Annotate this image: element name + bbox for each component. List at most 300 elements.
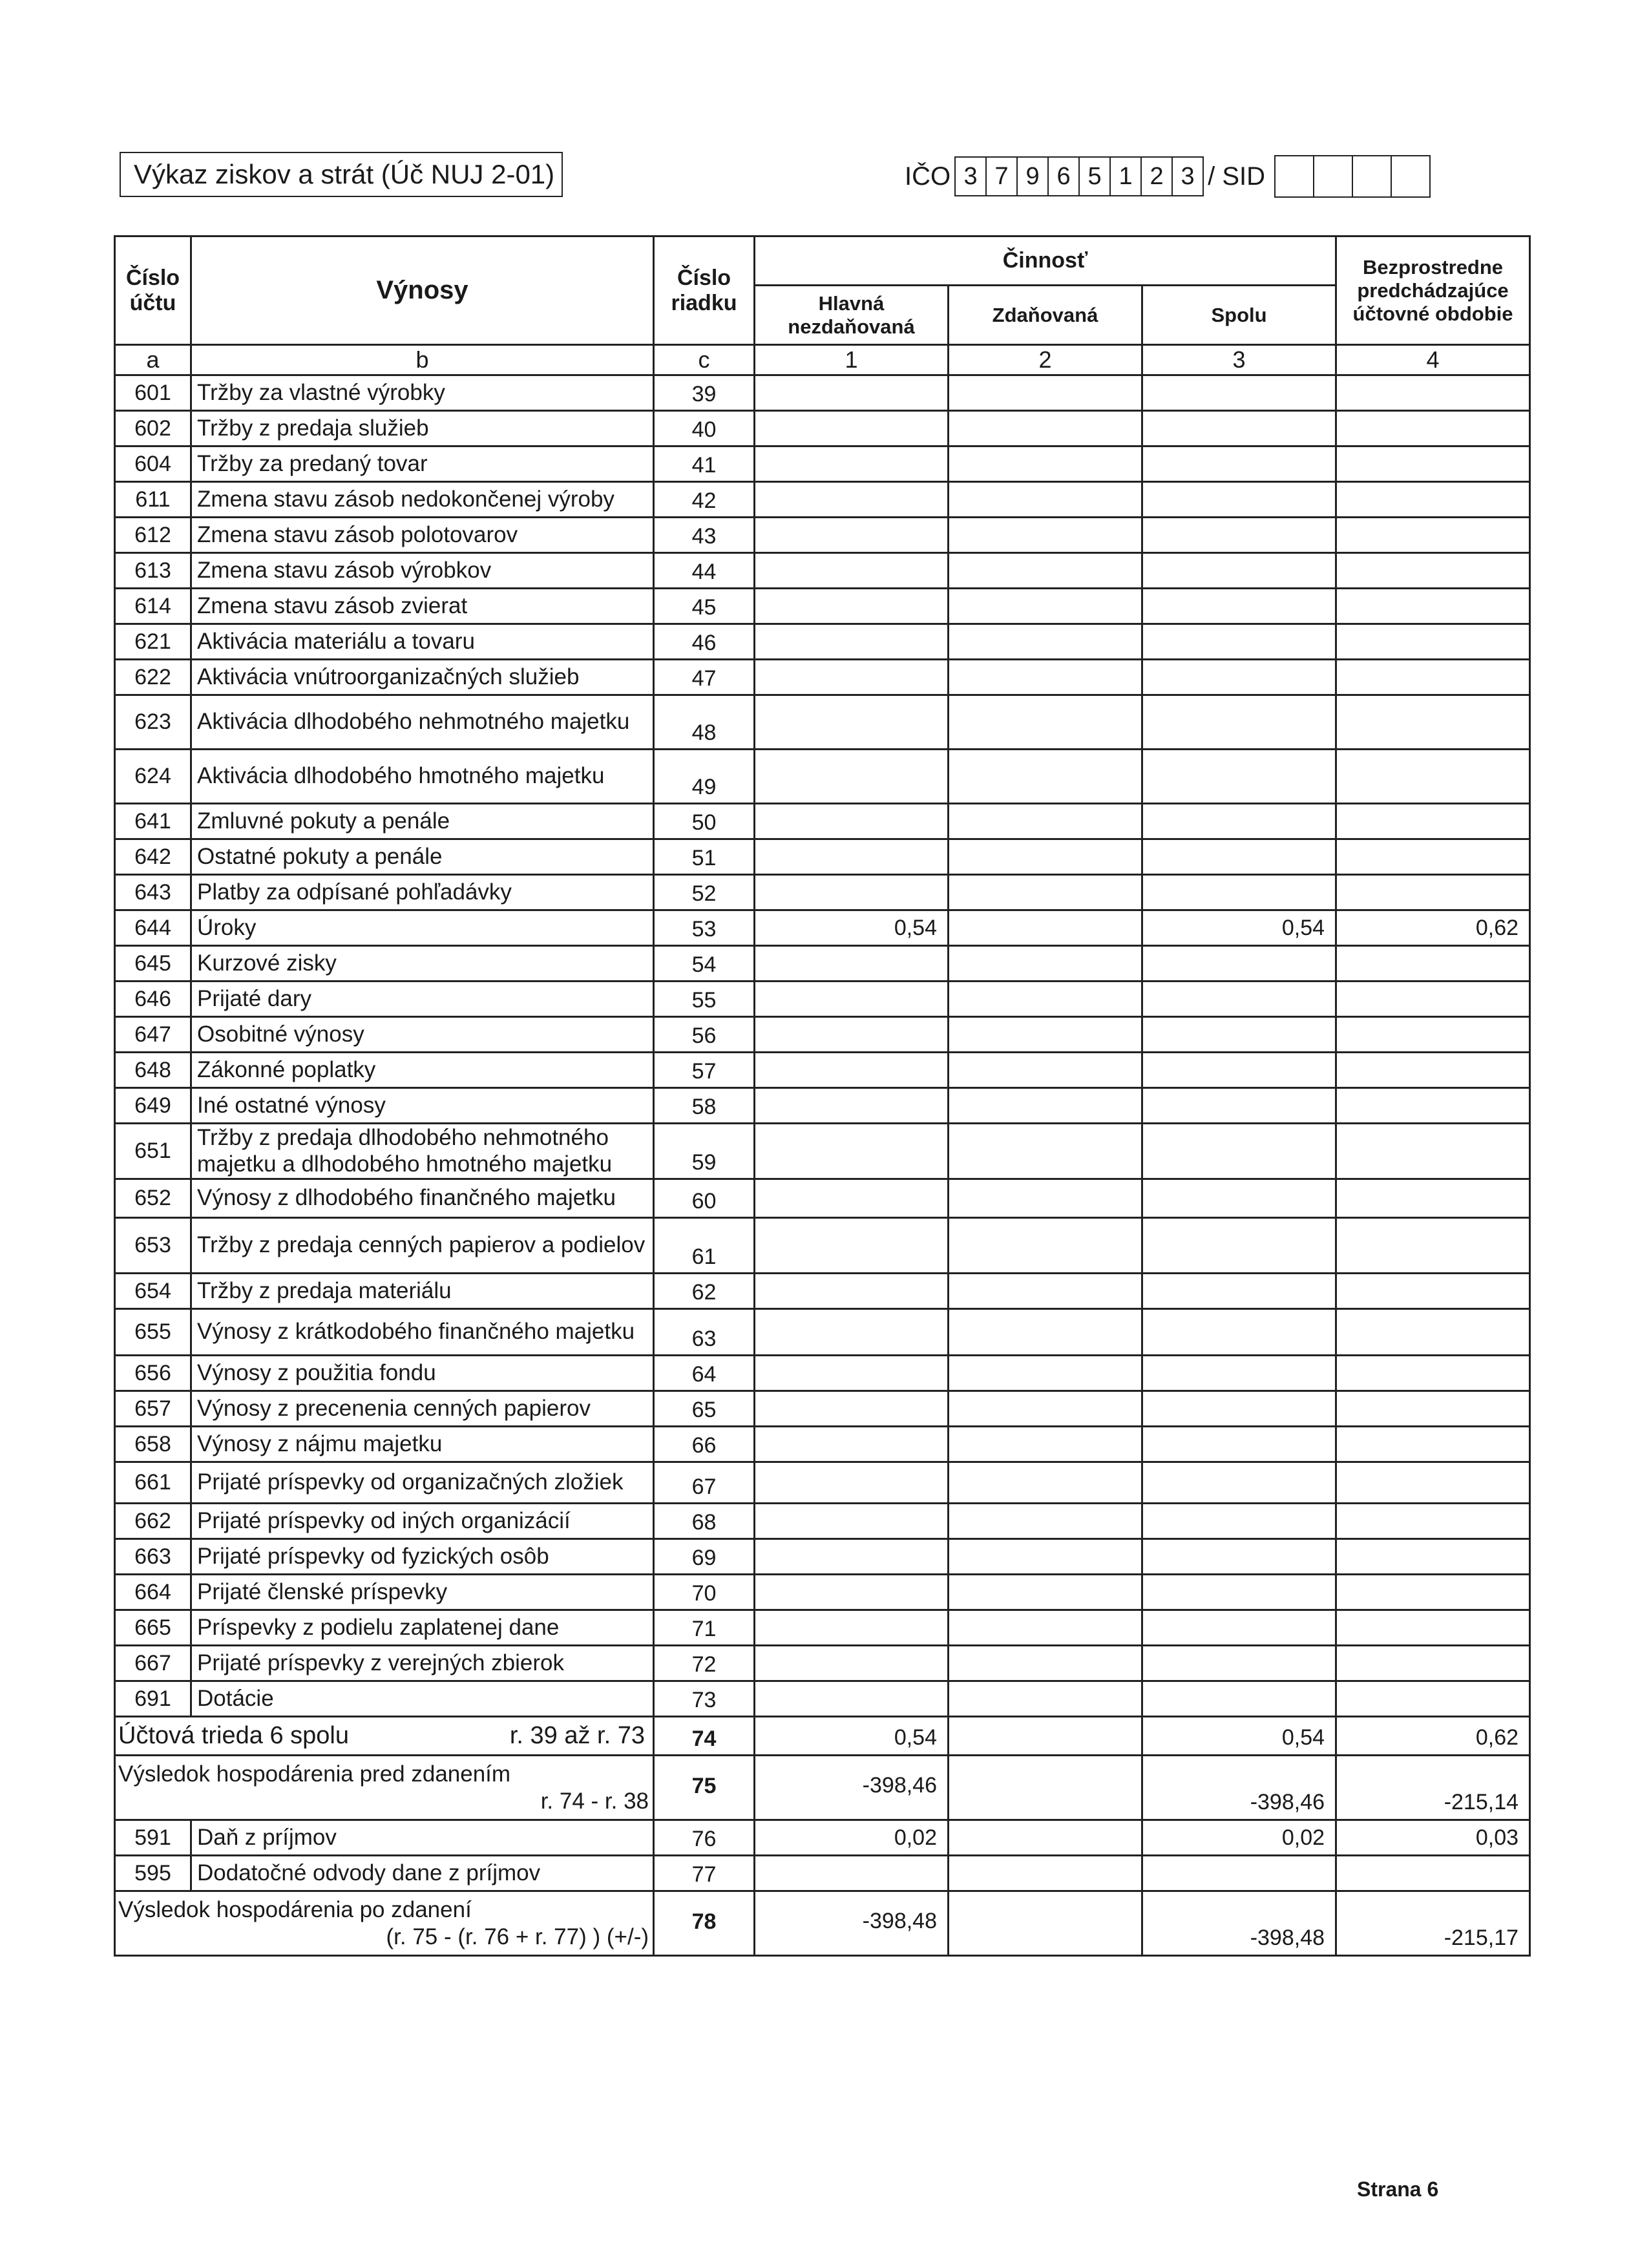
ico-digit-box: 6: [1047, 156, 1080, 196]
row-number: 42: [654, 482, 755, 518]
revenue-description: Zmena stavu zásob polotovarov: [191, 518, 654, 553]
value-total: 0,54: [1142, 1717, 1336, 1756]
value-previous-period: [1336, 518, 1530, 553]
row-number: 40: [654, 411, 755, 446]
value-taxed: [949, 1646, 1142, 1681]
value-previous-period: [1336, 1856, 1530, 1891]
value-total: [1142, 1391, 1336, 1427]
row-number: 70: [654, 1575, 755, 1610]
value-previous-period: [1336, 482, 1530, 518]
table-row: [115, 982, 1530, 1017]
revenue-description: Výnosy z precenenia cenných papierov: [191, 1391, 654, 1427]
column-label: 3: [1142, 345, 1336, 375]
table-row: [115, 518, 1530, 553]
column-label: 4: [1336, 345, 1530, 375]
column-label: c: [654, 345, 755, 375]
value-previous-period: [1336, 624, 1530, 660]
value-total: 0,02: [1142, 1820, 1336, 1856]
row-number: 65: [654, 1391, 755, 1427]
value-previous-period: [1336, 660, 1530, 695]
row-number: 75: [654, 1756, 755, 1820]
value-previous-period: [1336, 1017, 1530, 1053]
col-account-header: Číslo účtu: [115, 236, 191, 345]
aftertax-label: Výsledok hospodárenia po zdanení: [118, 1896, 472, 1922]
value-previous-period: [1336, 446, 1530, 482]
value-previous-period: [1336, 1356, 1530, 1391]
value-total: [1142, 1309, 1336, 1356]
row-number: 55: [654, 982, 755, 1017]
value-main-untaxed: -398,46: [755, 1756, 949, 1820]
value-taxed: [949, 750, 1142, 804]
row-number: 56: [654, 1017, 755, 1053]
revenue-description: Úroky: [191, 910, 654, 946]
pretax-result-row: [115, 1756, 1530, 1820]
value-taxed: [949, 375, 1142, 411]
account-number: 656: [115, 1356, 191, 1391]
account-number: 664: [115, 1575, 191, 1610]
table-row: [115, 411, 1530, 446]
col-activity-header: Činnosť: [755, 236, 1336, 286]
row-number: 48: [654, 695, 755, 750]
row-number: 67: [654, 1462, 755, 1504]
account-number: 655: [115, 1309, 191, 1356]
value-total: [1142, 1681, 1336, 1717]
revenue-table: [114, 235, 1531, 1957]
value-main-untaxed: [755, 1427, 949, 1462]
value-taxed: [949, 1356, 1142, 1391]
row-number: 41: [654, 446, 755, 482]
row-number: 63: [654, 1309, 755, 1356]
value-main-untaxed: [755, 1218, 949, 1274]
value-main-untaxed: [755, 1646, 949, 1681]
value-total: [1142, 1053, 1336, 1088]
value-taxed: [949, 482, 1142, 518]
value-previous-period: [1336, 375, 1530, 411]
value-total: [1142, 1462, 1336, 1504]
pretax-formula: r. 74 - r. 38: [540, 1788, 649, 1814]
account-number: 665: [115, 1610, 191, 1646]
revenue-rows: [115, 375, 1530, 1717]
row-number: 51: [654, 839, 755, 875]
ico-digit-box: 3: [1171, 156, 1204, 196]
value-main-untaxed: [755, 982, 949, 1017]
value-previous-period: [1336, 1539, 1530, 1575]
value-main-untaxed: [755, 1504, 949, 1539]
row-number: 54: [654, 946, 755, 982]
revenue-description: Prijaté príspevky od fyzických osôb: [191, 1539, 654, 1575]
class6-range: r. 39 až r. 73: [509, 1721, 645, 1749]
table-row: [115, 1124, 1530, 1179]
account-number: 661: [115, 1462, 191, 1504]
value-main-untaxed: [755, 1017, 949, 1053]
table-row: [115, 1820, 1530, 1856]
value-total: [1142, 1356, 1336, 1391]
table-row: [115, 660, 1530, 695]
row-number: 49: [654, 750, 755, 804]
revenue-description: Zákonné poplatky: [191, 1053, 654, 1088]
value-total: [1142, 875, 1336, 910]
value-taxed: [949, 411, 1142, 446]
table-row: [115, 1504, 1530, 1539]
summary-rows: [115, 1717, 1530, 1820]
account-number: 662: [115, 1504, 191, 1539]
value-main-untaxed: [755, 624, 949, 660]
account-number: 623: [115, 695, 191, 750]
row-number: 74: [654, 1717, 755, 1756]
page-number: Strana 6: [1357, 2178, 1439, 2201]
account-number: 663: [115, 1539, 191, 1575]
table-row: [115, 750, 1530, 804]
value-total: 0,54: [1142, 910, 1336, 946]
value-taxed: [949, 1539, 1142, 1575]
ico-digit-box: 9: [1016, 156, 1049, 196]
value-total: [1142, 695, 1336, 750]
form-title: Výkaz ziskov a strát (Úč NUJ 2-01): [120, 152, 563, 197]
row-number: 58: [654, 1088, 755, 1124]
row-number: 46: [654, 624, 755, 660]
value-taxed: [949, 1053, 1142, 1088]
value-main-untaxed: [755, 553, 949, 589]
value-main-untaxed: [755, 1681, 949, 1717]
value-previous-period: [1336, 1462, 1530, 1504]
value-total: [1142, 1274, 1336, 1309]
value-total: -398,48: [1142, 1891, 1336, 1956]
value-main-untaxed: [755, 1356, 949, 1391]
account-number: 642: [115, 839, 191, 875]
value-main-untaxed: -398,48: [755, 1891, 949, 1956]
table-row: [115, 482, 1530, 518]
column-label-row: [115, 345, 1530, 375]
table-row: [115, 1681, 1530, 1717]
value-taxed: [949, 1891, 1142, 1956]
ico-digit-box: 2: [1140, 156, 1173, 196]
value-main-untaxed: [755, 1274, 949, 1309]
value-total: [1142, 839, 1336, 875]
row-number: 73: [654, 1681, 755, 1717]
value-main-untaxed: [755, 1610, 949, 1646]
value-total: [1142, 804, 1336, 839]
revenue-description: Tržby z predaja materiálu: [191, 1274, 654, 1309]
value-total: [1142, 1179, 1336, 1218]
value-total: [1142, 1539, 1336, 1575]
value-total: [1142, 1610, 1336, 1646]
revenue-description: Výnosy z dlhodobého finančného majetku: [191, 1179, 654, 1218]
sid-box: [1352, 155, 1392, 198]
ico-sid-group: [905, 155, 1431, 198]
account-number: 601: [115, 375, 191, 411]
revenue-description: Platby za odpísané pohľadávky: [191, 875, 654, 910]
value-total: [1142, 624, 1336, 660]
value-previous-period: -215,14: [1336, 1756, 1530, 1820]
revenue-description: Dodatočné odvody dane z príjmov: [191, 1856, 654, 1891]
revenue-description: Prijaté členské príspevky: [191, 1575, 654, 1610]
table-row: [115, 946, 1530, 982]
aftertax-formula: (r. 75 - (r. 76 + r. 77) ) (+/-): [386, 1924, 649, 1949]
table-row: [115, 804, 1530, 839]
value-total: [1142, 411, 1336, 446]
value-main-untaxed: [755, 875, 949, 910]
row-number: 64: [654, 1356, 755, 1391]
value-taxed: [949, 1124, 1142, 1179]
value-total: [1142, 982, 1336, 1017]
revenue-description: Tržby z predaja cenných papierov a podielov: [191, 1218, 654, 1274]
table-row: [115, 1017, 1530, 1053]
value-taxed: [949, 1309, 1142, 1356]
row-number: 57: [654, 1053, 755, 1088]
value-total: [1142, 1646, 1336, 1681]
value-total: [1142, 1088, 1336, 1124]
revenue-description: Prijaté príspevky z verejných zbierok: [191, 1646, 654, 1681]
value-main-untaxed: [755, 1309, 949, 1356]
row-number: 61: [654, 1218, 755, 1274]
account-number: 691: [115, 1681, 191, 1717]
sid-label: / SID: [1208, 162, 1266, 191]
value-taxed: [949, 660, 1142, 695]
account-number: 647: [115, 1017, 191, 1053]
value-taxed: [949, 1017, 1142, 1053]
value-previous-period: 0,62: [1336, 910, 1530, 946]
row-number: 66: [654, 1427, 755, 1462]
revenue-description: Ostatné pokuty a penále: [191, 839, 654, 875]
value-taxed: [949, 1756, 1142, 1820]
revenue-description: Výnosy z použitia fondu: [191, 1356, 654, 1391]
account-number: 651: [115, 1124, 191, 1179]
revenue-description: Zmena stavu zásob nedokončenej výroby: [191, 482, 654, 518]
revenue-description: Výnosy z nájmu majetku: [191, 1427, 654, 1462]
value-previous-period: [1336, 875, 1530, 910]
account-number: 621: [115, 624, 191, 660]
value-previous-period: [1336, 695, 1530, 750]
value-main-untaxed: [755, 1539, 949, 1575]
value-previous-period: [1336, 1088, 1530, 1124]
ico-digit-box: 3: [954, 156, 987, 196]
value-main-untaxed: [755, 589, 949, 624]
value-taxed: [949, 1218, 1142, 1274]
value-taxed: [949, 1575, 1142, 1610]
value-main-untaxed: 0,54: [755, 910, 949, 946]
revenue-description: Tržby za vlastné výrobky: [191, 375, 654, 411]
value-taxed: [949, 1427, 1142, 1462]
account-number: 614: [115, 589, 191, 624]
value-previous-period: 0,03: [1336, 1820, 1530, 1856]
account-number: 613: [115, 553, 191, 589]
account-number: 612: [115, 518, 191, 553]
account-number: 648: [115, 1053, 191, 1088]
account-number: 653: [115, 1218, 191, 1274]
value-taxed: [949, 624, 1142, 660]
value-main-untaxed: [755, 1088, 949, 1124]
class6-total-row: [115, 1717, 1530, 1756]
table-row: [115, 1053, 1530, 1088]
value-previous-period: [1336, 1646, 1530, 1681]
col-revenues-header: Výnosy: [191, 236, 654, 345]
table-row: [115, 1088, 1530, 1124]
col-previous-period-header: Bezprostredne predchádzajúce účtovné obdobie: [1336, 236, 1530, 345]
row-number: 39: [654, 375, 755, 411]
account-number: 644: [115, 910, 191, 946]
account-number: 658: [115, 1427, 191, 1462]
value-main-untaxed: [755, 1124, 949, 1179]
value-total: [1142, 1504, 1336, 1539]
aftertax-result-row: [115, 1891, 1530, 1956]
value-taxed: [949, 1610, 1142, 1646]
table-row: [115, 1856, 1530, 1891]
value-previous-period: [1336, 1504, 1530, 1539]
ico-digit-box: 1: [1109, 156, 1142, 196]
revenue-description: Daň z príjmov: [191, 1820, 654, 1856]
table-row: [115, 1179, 1530, 1218]
value-main-untaxed: [755, 482, 949, 518]
table-row: [115, 1391, 1530, 1427]
revenue-description: Kurzové zisky: [191, 946, 654, 982]
value-taxed: [949, 875, 1142, 910]
pretax-label-cell: [115, 1756, 654, 1820]
col-taxed-header: Zdaňovaná: [949, 286, 1142, 345]
row-number: 62: [654, 1274, 755, 1309]
account-number: 645: [115, 946, 191, 982]
value-taxed: [949, 446, 1142, 482]
row-number: 50: [654, 804, 755, 839]
revenue-description: Prijaté dary: [191, 982, 654, 1017]
value-taxed: [949, 518, 1142, 553]
aftertax-label-cell: [115, 1891, 654, 1956]
value-total: [1142, 518, 1336, 553]
value-main-untaxed: 0,54: [755, 1717, 949, 1756]
value-taxed: [949, 695, 1142, 750]
account-number: 643: [115, 875, 191, 910]
value-total: [1142, 553, 1336, 589]
value-main-untaxed: [755, 518, 949, 553]
value-previous-period: [1336, 411, 1530, 446]
value-main-untaxed: [755, 1462, 949, 1504]
sid-box: [1391, 155, 1431, 198]
value-previous-period: [1336, 1391, 1530, 1427]
value-taxed: [949, 1088, 1142, 1124]
value-previous-period: [1336, 589, 1530, 624]
value-taxed: [949, 839, 1142, 875]
table-row: [115, 1427, 1530, 1462]
account-number: 649: [115, 1088, 191, 1124]
value-main-untaxed: [755, 1856, 949, 1891]
value-total: [1142, 1575, 1336, 1610]
value-total: [1142, 946, 1336, 982]
revenue-description: Zmena stavu zásob zvierat: [191, 589, 654, 624]
table-row: [115, 1462, 1530, 1504]
table-row: [115, 695, 1530, 750]
table-row: [115, 1218, 1530, 1274]
value-main-untaxed: [755, 839, 949, 875]
row-number: 60: [654, 1179, 755, 1218]
value-taxed: [949, 1681, 1142, 1717]
ico-digit-box: 5: [1078, 156, 1111, 196]
revenue-description: Príspevky z podielu zaplatenej dane: [191, 1610, 654, 1646]
account-number: 591: [115, 1820, 191, 1856]
value-total: [1142, 750, 1336, 804]
value-previous-period: [1336, 1610, 1530, 1646]
row-number: 71: [654, 1610, 755, 1646]
table-row: [115, 1539, 1530, 1575]
value-main-untaxed: [755, 1053, 949, 1088]
revenue-description: Aktivácia vnútroorganizačných služieb: [191, 660, 654, 695]
revenue-description: Zmluvné pokuty a penále: [191, 804, 654, 839]
account-number: 602: [115, 411, 191, 446]
value-taxed: [949, 589, 1142, 624]
revenue-description: Zmena stavu zásob výrobkov: [191, 553, 654, 589]
value-main-untaxed: [755, 660, 949, 695]
value-main-untaxed: [755, 750, 949, 804]
column-label: 1: [755, 345, 949, 375]
table-row: [115, 1610, 1530, 1646]
revenue-description: Osobitné výnosy: [191, 1017, 654, 1053]
row-number: 77: [654, 1856, 755, 1891]
row-number: 47: [654, 660, 755, 695]
revenue-description: Dotácie: [191, 1681, 654, 1717]
value-taxed: [949, 553, 1142, 589]
value-main-untaxed: 0,02: [755, 1820, 949, 1856]
account-number: 611: [115, 482, 191, 518]
value-main-untaxed: [755, 446, 949, 482]
value-previous-period: [1336, 1309, 1530, 1356]
value-taxed: [949, 1504, 1142, 1539]
row-number: 78: [654, 1891, 755, 1956]
value-taxed: [949, 804, 1142, 839]
account-number: 646: [115, 982, 191, 1017]
account-number: 624: [115, 750, 191, 804]
account-number: 652: [115, 1179, 191, 1218]
table-row: [115, 875, 1530, 910]
revenue-description: Aktivácia materiálu a tovaru: [191, 624, 654, 660]
revenue-description: Prijaté príspevky od iných organizácií: [191, 1504, 654, 1539]
revenue-description: Aktivácia dlhodobého nehmotného majetku: [191, 695, 654, 750]
revenue-description: Tržby za predaný tovar: [191, 446, 654, 482]
revenue-description: Iné ostatné výnosy: [191, 1088, 654, 1124]
final-rows: [115, 1891, 1530, 1956]
value-taxed: [949, 1179, 1142, 1218]
class6-label-cell: [115, 1717, 654, 1756]
column-label: b: [191, 345, 654, 375]
sid-box: [1274, 155, 1314, 198]
value-total: [1142, 446, 1336, 482]
table-row: [115, 1646, 1530, 1681]
value-total: [1142, 1124, 1336, 1179]
revenue-description: Tržby z predaja služieb: [191, 411, 654, 446]
ico-label: IČO: [905, 162, 951, 191]
row-number: 59: [654, 1124, 755, 1179]
pretax-label: Výsledok hospodárenia pred zdanením: [118, 1761, 511, 1787]
row-number: 53: [654, 910, 755, 946]
table-row: [115, 1309, 1530, 1356]
value-main-untaxed: [755, 695, 949, 750]
class6-label: Účtová trieda 6 spolu: [118, 1721, 349, 1749]
table-row: [115, 1274, 1530, 1309]
value-main-untaxed: [755, 1575, 949, 1610]
revenue-description: Výnosy z krátkodobého finančného majetku: [191, 1309, 654, 1356]
value-previous-period: [1336, 1053, 1530, 1088]
revenue-description: Aktivácia dlhodobého hmotného majetku: [191, 750, 654, 804]
value-total: [1142, 660, 1336, 695]
value-taxed: [949, 946, 1142, 982]
table-row: [115, 1575, 1530, 1610]
value-taxed: [949, 1856, 1142, 1891]
value-previous-period: [1336, 1179, 1530, 1218]
value-previous-period: [1336, 1124, 1530, 1179]
tax-rows: [115, 1820, 1530, 1891]
value-total: -398,46: [1142, 1756, 1336, 1820]
row-number: 76: [654, 1820, 755, 1856]
row-number: 44: [654, 553, 755, 589]
table-row: [115, 375, 1530, 411]
value-previous-period: [1336, 804, 1530, 839]
